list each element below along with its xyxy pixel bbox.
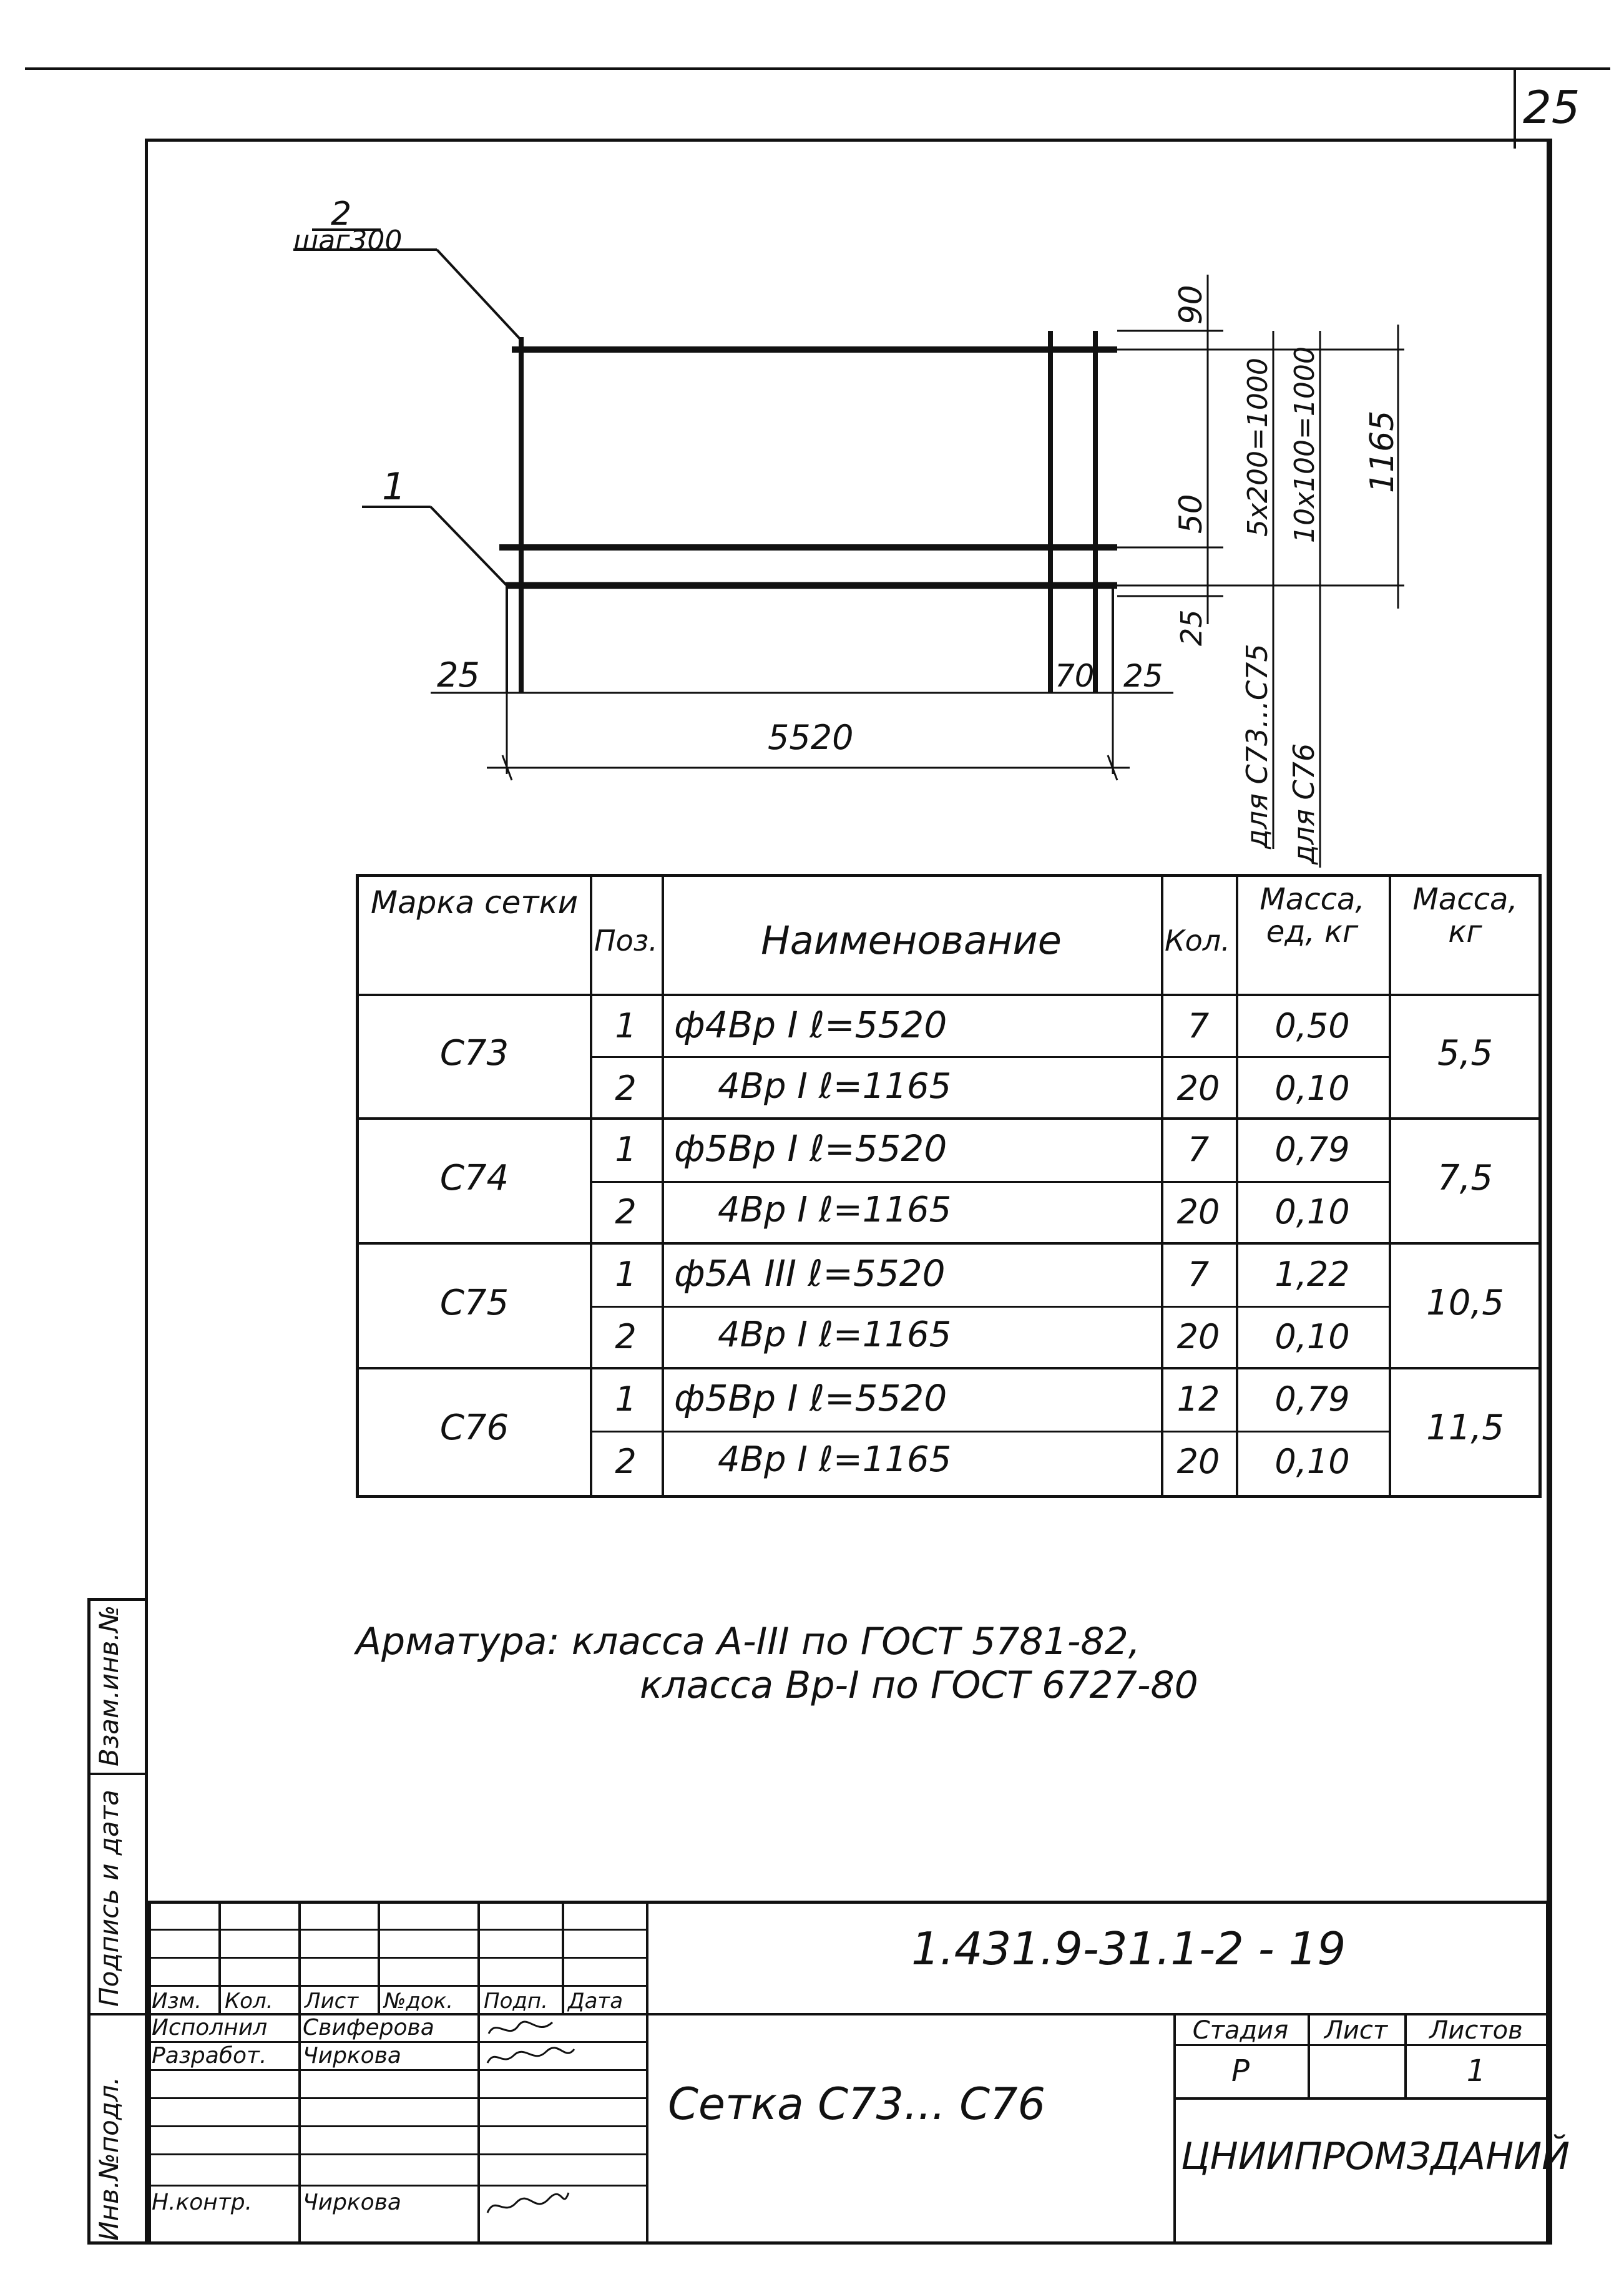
name-ispolnil: Свиферова xyxy=(303,2015,434,2040)
note-c76: для С76 xyxy=(1287,743,1321,864)
rev-header-kol: Кол. xyxy=(225,1989,273,2014)
dim-25-bottom: 25 xyxy=(1175,609,1208,646)
row-mass-c74: 7,5 xyxy=(1437,1158,1494,1198)
row-mass-unit: 0,10 xyxy=(1274,1192,1350,1232)
row-mark-c75: С75 xyxy=(439,1283,509,1323)
row-name: 4Вр I ℓ=1165 xyxy=(718,1315,952,1355)
row-mark-c74: С74 xyxy=(439,1158,509,1198)
stadiya-label: Стадия xyxy=(1192,2016,1289,2045)
row-qty: 20 xyxy=(1176,1192,1220,1232)
row-name: ф5Вр I ℓ=5520 xyxy=(674,1127,947,1170)
row-name: 4Вр I ℓ=1165 xyxy=(718,1439,952,1480)
row-mass-unit: 0,10 xyxy=(1274,1442,1350,1481)
title-block-divider xyxy=(646,1901,648,2245)
row-qty: 12 xyxy=(1176,1379,1220,1419)
rev-header-ndok: №док. xyxy=(384,1989,454,2014)
callout-1-leader xyxy=(431,507,507,585)
side-stamp-podpis-data: Подпись и дата xyxy=(94,1790,124,2007)
row-mass-unit: 0,50 xyxy=(1274,1006,1350,1046)
callout-2-leader xyxy=(437,250,521,340)
row-name: ф4Вр I ℓ=5520 xyxy=(674,1004,947,1046)
row-pos: 2 xyxy=(615,1069,637,1108)
row-pos: 2 xyxy=(615,1192,637,1232)
side-stamp-vzam-inv: Взам.инв.№ xyxy=(94,1605,124,1766)
name-nkontr: Чиркова xyxy=(303,2190,401,2215)
dim-50: 50 xyxy=(1173,494,1209,534)
callout-2-step: шаг300 xyxy=(293,225,403,257)
row-name: 4Вр I ℓ=1165 xyxy=(718,1190,952,1230)
doc-code: 1.431.9-31.1-2 - 19 xyxy=(911,1922,1346,1975)
role-razrabot: Разработ. xyxy=(152,2043,267,2069)
row-mark-c73: С73 xyxy=(439,1033,509,1074)
row-name: 4Вр I ℓ=1165 xyxy=(718,1066,952,1107)
header-mass: Масса, кг xyxy=(1412,882,1518,949)
page-number: 25 xyxy=(1523,81,1580,134)
header-pos: Поз. xyxy=(594,924,658,957)
role-ispolnil: Исполнил xyxy=(152,2015,268,2040)
row-mass-unit: 0,79 xyxy=(1274,1130,1350,1169)
row-mass-c76: 11,5 xyxy=(1426,1408,1504,1448)
note-c73-c75: для С73...С75 xyxy=(1240,644,1274,849)
listov-label: Листов xyxy=(1429,2016,1523,2045)
rev-header-list: Лист xyxy=(305,1989,359,2014)
row-mass-c73: 5,5 xyxy=(1437,1033,1494,1074)
dim-5520: 5520 xyxy=(768,718,854,757)
rev-header-izm: Изм. xyxy=(152,1989,202,2014)
row-mass-unit: 0,10 xyxy=(1274,1317,1350,1356)
row-pos: 1 xyxy=(615,1130,637,1169)
row-mass-c75: 10,5 xyxy=(1426,1283,1504,1323)
row-mass-unit: 1,22 xyxy=(1274,1255,1350,1294)
notes-line-1: Арматура: класса А-III по ГОСТ 5781-82, xyxy=(356,1620,1140,1663)
row-name: ф5Вр I ℓ=5520 xyxy=(674,1377,947,1419)
listov-value: 1 xyxy=(1466,2054,1486,2089)
signature-nkontr xyxy=(484,2188,571,2225)
signature-razrabot xyxy=(484,2043,577,2070)
row-pos: 2 xyxy=(615,1442,637,1481)
stadiya-value: Р xyxy=(1231,2054,1250,2089)
row-mark-c76: С76 xyxy=(439,1408,509,1448)
row-mass-unit: 0,10 xyxy=(1274,1069,1350,1108)
dim-1165: 1165 xyxy=(1364,410,1401,493)
dim-25-left: 25 xyxy=(437,655,480,695)
row-pos: 1 xyxy=(615,1255,637,1294)
signature-ispolnil xyxy=(484,2015,559,2042)
name-razrabot: Чиркова xyxy=(303,2043,401,2069)
drawing-title: Сетка С73... С76 xyxy=(668,2079,1046,2130)
dim-70: 70 xyxy=(1055,658,1095,694)
role-nkontr: Н.контр. xyxy=(152,2190,253,2215)
header-mark: Марка сетки xyxy=(370,884,579,921)
rev-header-data: Дата xyxy=(568,1989,624,2014)
row-qty: 7 xyxy=(1187,1255,1210,1294)
callout-1-pos: 1 xyxy=(382,465,406,509)
row-qty: 20 xyxy=(1176,1069,1220,1108)
list-label: Лист xyxy=(1324,2016,1388,2045)
rev-header-podp: Подп. xyxy=(484,1989,548,2014)
header-mass-unit: Масса, ед, кг xyxy=(1260,882,1365,949)
row-name: ф5А III ℓ=5520 xyxy=(674,1252,946,1295)
organization: ЦНИИПРОМЗДАНИЙ xyxy=(1181,2135,1570,2178)
row-pos: 2 xyxy=(615,1317,637,1356)
dim-25-right: 25 xyxy=(1123,658,1163,694)
dim-10x100: 10x100=1000 xyxy=(1289,346,1321,543)
row-pos: 1 xyxy=(615,1006,637,1046)
row-qty: 20 xyxy=(1176,1442,1220,1481)
row-pos: 1 xyxy=(615,1379,637,1419)
side-stamp-inv-podl: Инв.№подл. xyxy=(94,2076,124,2241)
header-name: Наименование xyxy=(761,918,1062,963)
row-qty: 7 xyxy=(1187,1006,1210,1046)
row-mass-unit: 0,79 xyxy=(1274,1379,1350,1419)
dim-90: 90 xyxy=(1173,285,1209,325)
notes-line-2: класса Вр-I по ГОСТ 6727-80 xyxy=(640,1663,1198,1707)
mesh-drawing xyxy=(0,0,1624,905)
row-qty: 20 xyxy=(1176,1317,1220,1356)
dim-5x200: 5x200=1000 xyxy=(1242,358,1274,537)
callout-2-pos: 2 xyxy=(331,195,352,233)
header-qty: Кол. xyxy=(1165,924,1230,957)
row-qty: 7 xyxy=(1187,1130,1210,1169)
